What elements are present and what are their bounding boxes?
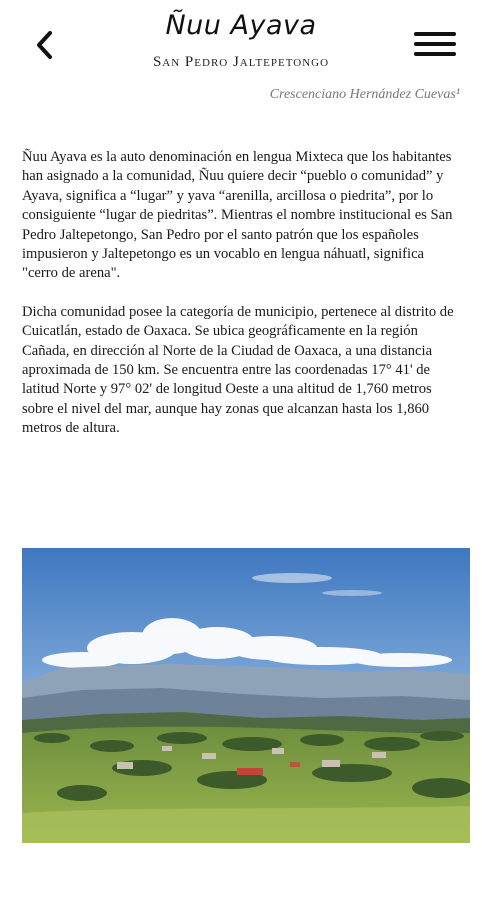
article-body xyxy=(22,148,460,458)
landscape-photo-image xyxy=(22,548,470,843)
page-subtitle: San Pedro Jaltepetongo xyxy=(152,54,330,70)
article-paragraph: Dicha comunidad posee la categoría de municipio, pertenece al distrito de Cuicatlán, estado de Oaxaca. Se ubica geográficamente en la región Cañada, en dirección al Norte de la Ciudad de Oaxaca, a una distancia aproximada de 150 km. Se encuentra entre las coordenadas 17° 41' de latitud Norte y 97° 02' de longitud Oeste a una altitud de 1,760 metros sobre el nivel del mar, aunque hay zonas que alcanzan hasta los 1,860 metros de altura. xyxy=(22,303,454,437)
hamburger-menu-icon xyxy=(414,52,456,56)
menu-button[interactable] xyxy=(414,30,458,60)
hamburger-menu-icon xyxy=(414,32,456,36)
hamburger-menu-icon xyxy=(414,42,456,46)
article-paragraph: Ñuu Ayava es la auto denominación en lengua Mixteca que los habitantes han asignado a la comunidad, Ñuu quiere decir “pueblo o comunidad” y Ayava, significa a “lugar” y yava “arenilla, arcillosa o piedrita”, por lo consiguiente “lugar de piedritas”. Mientras el nombre institucional es San Pedro Jaltepetongo, San Pedro por el santo patrón que los españoles impusieron y Jaltepetongo es un vocablo en lengua náhuatl, significa "cerro de arena". xyxy=(22,149,453,282)
page-title: Ñuu Ayava xyxy=(165,10,317,41)
landscape-photo xyxy=(22,548,470,843)
author-credit: Crescenciano Hernández Cuevas¹ xyxy=(269,87,460,102)
app-header xyxy=(0,0,482,80)
